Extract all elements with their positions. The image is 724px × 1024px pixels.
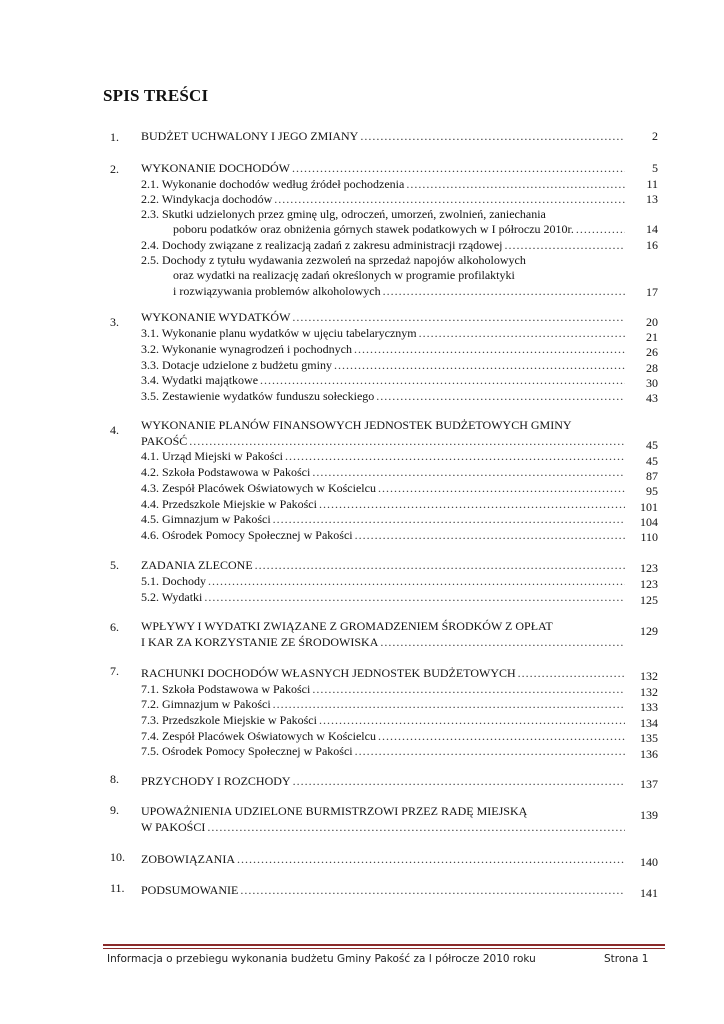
footer-divider: [103, 944, 665, 946]
toc-page-number: 5: [652, 161, 658, 175]
toc-entry[interactable]: [141, 481, 625, 496]
toc-entry[interactable]: [141, 238, 625, 253]
toc-page-number: 95: [646, 484, 658, 498]
toc-entry[interactable]: [141, 284, 625, 299]
toc-entry[interactable]: [141, 326, 625, 341]
toc-page-number: 139: [640, 808, 658, 822]
toc-page-number: 43: [646, 391, 658, 405]
toc-entry-label: PODSUMOWANIE: [141, 883, 239, 897]
footer-divider-thin: [103, 948, 665, 949]
toc-entry-label: 3.1. Wykonanie planu wydatków w ujęciu tabelarycznym: [141, 326, 417, 340]
toc-page-number: 2: [652, 129, 658, 143]
toc-entry[interactable]: [141, 820, 625, 835]
toc-page-number: 123: [640, 577, 658, 591]
toc-entry[interactable]: [141, 852, 625, 867]
toc-entry-label: WYKONANIE WYDATKÓW: [141, 310, 291, 324]
toc-entry[interactable]: [141, 253, 625, 268]
toc-entry-label: UPOWAŻNIENIA UDZIELONE BURMISTRZOWI PRZEZ RADĘ MIEJSKĄ: [141, 804, 528, 818]
toc-entry-label: 4.2. Szkoła Podstawowa w Pakości: [141, 465, 311, 479]
section-number: 5.: [110, 558, 119, 572]
toc-entry[interactable]: [141, 528, 625, 543]
toc-page-number: 14: [646, 222, 658, 236]
toc-entry[interactable]: [141, 590, 625, 605]
toc-entry-label: i rozwiązywania problemów alkoholowych: [173, 284, 381, 298]
toc-entry[interactable]: [141, 774, 625, 789]
toc-entry[interactable]: [141, 729, 625, 744]
toc-entry[interactable]: [141, 744, 625, 759]
toc-entry-label: 4.6. Ośrodek Pomocy Społecznej w Pakości: [141, 528, 353, 542]
toc-entry[interactable]: [141, 129, 625, 144]
toc-page-number: 30: [646, 376, 658, 390]
toc-entry-label: ZADANIA ZLECONE: [141, 558, 253, 572]
toc-entry-label: W PAKOŚCI: [141, 820, 206, 834]
toc-entry[interactable]: [141, 310, 625, 325]
toc-page-number: 13: [646, 192, 658, 206]
toc-entry[interactable]: [141, 434, 625, 449]
toc-page-number: 45: [646, 438, 658, 452]
toc-entry-label: 7.3. Przedszkole Miejskie w Pakości: [141, 713, 317, 727]
toc-entry-label: I KAR ZA KORZYSTANIE ZE ŚRODOWISKA: [141, 635, 379, 649]
toc-entry[interactable]: [141, 635, 625, 650]
toc-page-number: 17: [646, 285, 658, 299]
toc-entry[interactable]: [141, 192, 625, 207]
toc-page-number: 137: [640, 777, 658, 791]
section-number: 1.: [110, 130, 119, 144]
toc-entry[interactable]: [141, 418, 625, 433]
toc-entry[interactable]: [141, 497, 625, 512]
toc-entry-label: 2.4. Dochody związane z realizacją zadań z zakresu administracji rządowej: [141, 238, 503, 252]
toc-entry[interactable]: [141, 161, 625, 176]
toc-entry-label: 4.3. Zespół Placówek Oświatowych w Kościelcu: [141, 481, 376, 495]
page-title: SPIS TREŚCI: [103, 86, 209, 105]
toc-entry[interactable]: [141, 389, 625, 404]
toc-entry-label: 5.1. Dochody: [141, 574, 206, 588]
toc-entry-label: 3.4. Wydatki majątkowe: [141, 373, 259, 387]
toc-entry-label: ZOBOWIĄZANIA: [141, 852, 235, 866]
section-number: 8.: [110, 772, 119, 786]
toc-page-number: 101: [640, 500, 658, 514]
toc-page-number: 104: [640, 515, 658, 529]
toc-entry[interactable]: [141, 804, 625, 819]
toc-entry[interactable]: [141, 883, 625, 898]
section-number: 3.: [110, 315, 119, 329]
toc-page-number: 132: [640, 669, 658, 683]
toc-entry-label: BUDŻET UCHWALONY I JEGO ZMIANY: [141, 129, 359, 143]
toc-entry-label: oraz wydatki na realizację zadań określonych w programie profilaktyki: [173, 268, 515, 282]
toc-entry-label: 3.5. Zestawienie wydatków funduszu sołeckiego: [141, 389, 375, 403]
toc-entry[interactable]: [141, 465, 625, 480]
toc-page-number: 26: [646, 345, 658, 359]
section-number: 6.: [110, 620, 119, 634]
toc-entry-label: 2.1. Wykonanie dochodów według źródeł pochodzenia: [141, 177, 405, 191]
toc-page-number: 11: [646, 177, 658, 191]
toc-page-number: 132: [640, 685, 658, 699]
toc-page-number: 129: [640, 624, 658, 638]
toc-entry[interactable]: [141, 358, 625, 373]
toc-page-number: 87: [646, 469, 658, 483]
toc-entry[interactable]: [141, 268, 625, 283]
toc-page-number: 28: [646, 361, 658, 375]
toc-page-number: 133: [640, 700, 658, 714]
toc-entry-label: 2.2. Windykacja dochodów: [141, 192, 273, 206]
toc-entry[interactable]: [141, 682, 625, 697]
toc-entry-label: PRZYCHODY I ROZCHODY: [141, 774, 291, 788]
toc-entry[interactable]: [141, 207, 625, 222]
toc-entry-label: 7.5. Ośrodek Pomocy Społecznej w Pakości: [141, 744, 353, 758]
toc-entry[interactable]: [141, 512, 625, 527]
section-number: 9.: [110, 803, 119, 817]
toc-page-number: 16: [646, 238, 658, 252]
toc-page-number: 45: [646, 454, 658, 468]
section-number: 11.: [110, 881, 125, 895]
toc-entry-label: poboru podatków oraz obniżenia górnych stawek podatkowych w I półroczu 2010r.: [173, 222, 574, 236]
toc-entry-label: WYKONANIE PLANÓW FINANSOWYCH JEDNOSTEK BUDŻETOWYCH GMINY: [141, 418, 572, 432]
toc-entry-label: 2.3. Skutki udzielonych przez gminę ulg, odroczeń, umorzeń, zwolnień, zaniechania: [141, 207, 546, 221]
toc-entry-label: WYKONANIE DOCHODÓW: [141, 161, 290, 175]
toc-entry[interactable]: [141, 574, 625, 589]
toc-entry[interactable]: [141, 177, 625, 192]
section-number: 7.: [110, 664, 119, 678]
section-number: 10.: [110, 850, 125, 864]
toc-entry[interactable]: [141, 697, 625, 712]
toc-page-number: 135: [640, 731, 658, 745]
toc-entry-label: 4.1. Urząd Miejski w Pakości: [141, 449, 283, 463]
toc-page-number: 110: [640, 530, 658, 544]
toc-entry-label: 4.5. Gimnazjum w Pakości: [141, 512, 271, 526]
toc-entry[interactable]: [141, 449, 625, 464]
toc-page-number: 140: [640, 855, 658, 869]
footer-document-title: Informacja o przebiegu wykonania budżetu Gminy Pakość za I półrocze 2010 roku: [107, 953, 536, 965]
toc-entry-label: 5.2. Wydatki: [141, 590, 203, 604]
toc-entry-label: 2.5. Dochody z tytułu wydawania zezwoleń na sprzedaż napojów alkoholowych: [141, 253, 526, 267]
toc-entry-label: 7.4. Zespół Placówek Oświatowych w Kościelcu: [141, 729, 376, 743]
section-number: 4.: [110, 423, 119, 437]
toc-page-number: 125: [640, 593, 658, 607]
toc-page-number: 136: [640, 747, 658, 761]
toc-page-number: 20: [646, 315, 658, 329]
toc-entry-label: 3.3. Dotacje udzielone z budżetu gminy: [141, 358, 332, 372]
toc-entry[interactable]: [141, 373, 625, 388]
toc-entry-label: RACHUNKI DOCHODÓW WŁASNYCH JEDNOSTEK BUDŻETOWYCH: [141, 666, 516, 680]
toc-entry-label: 7.1. Szkoła Podstawowa w Pakości: [141, 682, 311, 696]
toc-entry[interactable]: [141, 713, 625, 728]
toc-entry-label: 3.2. Wykonanie wynagrodzeń i pochodnych: [141, 342, 353, 356]
toc-entry-label: WPŁYWY I WYDATKI ZWIĄZANE Z GROMADZENIEM ŚRODKÓW Z OPŁAT: [141, 619, 553, 633]
section-number: 2.: [110, 162, 119, 176]
toc-page-number: 134: [640, 716, 658, 730]
toc-entry[interactable]: [141, 666, 625, 681]
toc-entry[interactable]: [141, 222, 625, 237]
toc-page-number: 123: [640, 561, 658, 575]
toc-entry-label: 4.4. Przedszkole Miejskie w Pakości: [141, 497, 317, 511]
toc-entry-label: 7.2. Gimnazjum w Pakości: [141, 697, 271, 711]
toc-entry[interactable]: [141, 342, 625, 357]
toc-entry-label: PAKOŚĆ: [141, 434, 188, 448]
toc-entry[interactable]: [141, 558, 625, 573]
toc-page-number: 21: [646, 330, 658, 344]
toc-page-number: 141: [640, 886, 658, 900]
footer-page-number: Strona 1: [604, 953, 649, 965]
toc-entry[interactable]: [141, 619, 625, 634]
